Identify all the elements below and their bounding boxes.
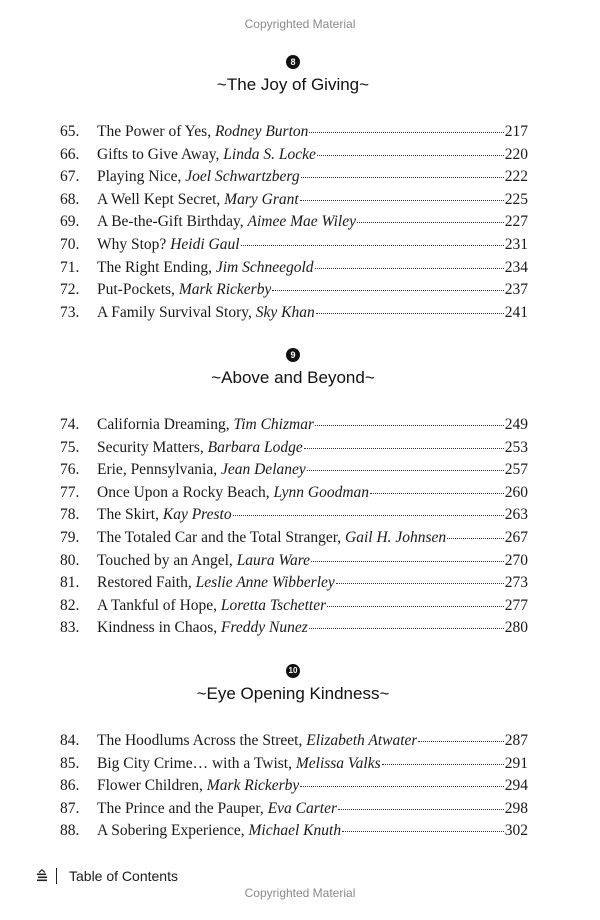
page-number: 227 <box>504 213 528 231</box>
page-number: 260 <box>504 483 528 501</box>
entry-title <box>97 798 337 820</box>
page-number: 287 <box>504 732 528 749</box>
story-title: Playing Nice, <box>97 168 182 186</box>
page-number: 234 <box>504 258 528 276</box>
toc-entry[interactable] <box>60 527 528 549</box>
dot-leader <box>338 809 504 810</box>
author-name: Michael Knuth <box>248 822 342 840</box>
toc-entry[interactable] <box>60 414 528 436</box>
toc-entry[interactable] <box>60 302 528 324</box>
footer-label: Table of Contents <box>69 868 178 884</box>
dot-leader <box>300 786 503 787</box>
story-title: The Right Ending, <box>97 258 212 276</box>
entry-title <box>97 572 335 594</box>
book-stack-icon <box>36 869 48 883</box>
entry-title <box>97 504 232 526</box>
entry-number: 76. <box>60 461 80 479</box>
toc-entry[interactable] <box>60 753 528 775</box>
entry-title <box>97 459 306 481</box>
page-number: 277 <box>504 596 528 614</box>
dot-leader <box>300 200 504 201</box>
story-title: The Hoodlums Across the Street, <box>97 732 303 749</box>
toc-entry[interactable] <box>60 279 528 301</box>
entry-number: 83. <box>60 619 80 637</box>
author-name: Freddy Nunez <box>221 619 308 637</box>
author-name: Joel Schwartzberg <box>185 168 300 186</box>
entry-number: 73. <box>60 303 80 321</box>
page-number: 217 <box>504 123 528 140</box>
dot-leader <box>241 245 504 246</box>
dot-leader <box>357 222 504 223</box>
entry-number: 69. <box>60 213 80 231</box>
story-title: Security Matters, <box>97 438 204 456</box>
author-name: Mary Grant <box>224 190 299 208</box>
entry-title <box>97 121 308 143</box>
entry-number: 72. <box>60 281 80 299</box>
author-name: Lynn Goodman <box>273 483 370 501</box>
story-title: The Prince and the Pauper, <box>97 799 264 817</box>
chapter-title: ~The Joy of Giving~ <box>216 75 370 94</box>
chapter-number-badge: 10 <box>286 664 300 678</box>
dot-leader <box>382 764 504 765</box>
chapter-number-badge: 8 <box>286 55 300 69</box>
entry-title <box>97 279 271 301</box>
author-name: Sky Khan <box>255 303 315 321</box>
story-title: The Skirt, <box>97 506 159 524</box>
dot-leader <box>311 561 504 562</box>
entry-title <box>97 550 310 572</box>
entry-title <box>97 482 369 504</box>
entry-title <box>97 617 308 639</box>
entry-number: 70. <box>60 236 80 253</box>
toc-entry[interactable] <box>60 234 528 256</box>
page-number: 302 <box>504 822 528 840</box>
dot-leader <box>309 628 504 629</box>
page-number: 222 <box>504 168 528 186</box>
entry-number: 88. <box>60 822 80 840</box>
story-title: Once Upon a Rocky Beach, <box>97 483 270 501</box>
author-name: Barbara Lodge <box>207 438 303 456</box>
dot-leader <box>317 155 504 156</box>
entry-number: 65. <box>60 123 80 140</box>
chapter-title: ~Eye Opening Kindness~ <box>196 684 390 703</box>
entry-title <box>97 189 299 211</box>
entry-title <box>97 166 300 188</box>
story-title: Flower Children, <box>97 777 203 795</box>
author-name: Mark Rickerby <box>206 777 300 795</box>
story-title: A Well Kept Secret, <box>97 190 221 208</box>
entry-title <box>97 302 315 324</box>
story-title: Restored Faith, <box>97 574 192 592</box>
toc-entry[interactable] <box>60 775 528 797</box>
entry-title <box>97 257 314 279</box>
entry-number: 75. <box>60 438 80 456</box>
author-name: Gail H. Johnsen <box>345 529 447 546</box>
toc-entry[interactable] <box>60 189 528 211</box>
dot-leader <box>301 177 504 178</box>
entry-number: 68. <box>60 190 80 208</box>
dot-leader <box>336 583 504 584</box>
chapter-number-badge: 9 <box>286 348 300 362</box>
chapter-title: ~Above and Beyond~ <box>211 368 375 387</box>
story-title: A Tankful of Hope, <box>97 596 218 614</box>
entry-title <box>97 527 446 549</box>
toc-entry[interactable] <box>60 482 528 504</box>
dot-leader <box>272 290 503 291</box>
story-title: A Family Survival Story, <box>97 303 252 321</box>
dot-leader <box>418 741 503 742</box>
author-name: Loretta Tschetter <box>220 596 327 614</box>
entry-number: 80. <box>60 551 80 569</box>
entry-title <box>97 595 326 617</box>
dot-leader <box>309 132 503 133</box>
entry-number: 74. <box>60 416 80 433</box>
author-name: Aimee Mae Wiley <box>247 213 356 231</box>
entry-number: 85. <box>60 754 80 772</box>
page-number: 270 <box>504 551 528 569</box>
entry-title <box>97 414 314 436</box>
entry-number: 84. <box>60 732 80 749</box>
toc-entry[interactable] <box>60 550 528 572</box>
entry-title <box>97 234 240 256</box>
dot-leader <box>304 448 504 449</box>
page-number: 298 <box>504 799 528 817</box>
page-number: 267 <box>504 529 528 546</box>
toc-entry[interactable] <box>60 211 528 233</box>
author-name: Linda S. Locke <box>223 145 316 163</box>
entry-number: 86. <box>60 777 80 795</box>
story-title: California Dreaming, <box>97 416 230 433</box>
author-name: Eva Carter <box>267 799 337 817</box>
story-title: Touched by an Angel, <box>97 551 233 569</box>
author-name: Elizabeth Atwater <box>306 732 418 749</box>
entry-number: 81. <box>60 574 80 592</box>
story-title: Kindness in Chaos, <box>97 619 218 637</box>
toc-entry[interactable] <box>60 144 528 166</box>
entry-number: 77. <box>60 483 80 501</box>
entry-number: 87. <box>60 799 80 817</box>
toc-entry[interactable] <box>60 572 528 594</box>
dot-leader <box>342 831 504 832</box>
dot-leader <box>370 493 504 494</box>
toc-entry[interactable] <box>60 820 528 842</box>
copyright-watermark-top: Copyrighted Material <box>244 17 356 31</box>
page-number: 241 <box>504 303 528 321</box>
author-name: Laura Ware <box>236 551 311 569</box>
story-title: Big City Crime… with a Twist, <box>97 754 292 772</box>
author-name: Mark Rickerby <box>178 281 272 299</box>
page-footer <box>36 866 178 886</box>
page-number: 263 <box>504 506 528 524</box>
page-number: 291 <box>504 754 528 772</box>
author-name: Leslie Anne Wibberley <box>195 574 335 592</box>
toc-entry[interactable] <box>60 257 528 279</box>
page-number: 237 <box>504 281 528 299</box>
entry-number: 82. <box>60 596 80 614</box>
author-name: Jean Delaney <box>220 461 306 479</box>
entry-number: 78. <box>60 506 80 524</box>
page-number: 294 <box>504 777 528 795</box>
entry-title <box>97 775 299 797</box>
entry-title <box>97 211 356 233</box>
page-number: 257 <box>504 461 528 479</box>
dot-leader <box>315 425 504 426</box>
story-title: A Sobering Experience, <box>97 822 245 840</box>
dot-leader <box>307 470 504 471</box>
entry-title <box>97 730 417 752</box>
dot-leader <box>315 268 504 269</box>
page-number: 225 <box>504 190 528 208</box>
author-name: Jim Schneegold <box>215 258 314 276</box>
dot-leader <box>327 606 504 607</box>
entry-title <box>97 753 381 775</box>
entry-number: 71. <box>60 258 80 276</box>
toc-entry[interactable] <box>60 437 528 459</box>
story-title: Erie, Pennsylvania, <box>97 461 218 479</box>
page-number: 253 <box>504 438 528 456</box>
toc-entry[interactable] <box>60 121 528 143</box>
copyright-watermark-bottom: Copyrighted Material <box>244 886 356 900</box>
dot-leader <box>316 313 504 314</box>
page-number: 220 <box>504 145 528 163</box>
author-name: Kay Presto <box>162 506 232 524</box>
story-title: The Totaled Car and the Total Stranger, <box>97 529 342 546</box>
story-title: Gifts to Give Away, <box>97 145 220 163</box>
story-title: Why Stop? <box>97 236 167 253</box>
page-number: 231 <box>504 236 528 253</box>
entry-title <box>97 144 316 166</box>
entry-number: 79. <box>60 529 80 546</box>
story-title: A Be-the-Gift Birthday, <box>97 213 244 231</box>
story-title: The Power of Yes, <box>97 123 212 140</box>
page-number: 280 <box>504 619 528 637</box>
toc-entry[interactable] <box>60 617 528 639</box>
story-title: Put-Pockets, <box>97 281 175 299</box>
entry-number: 66. <box>60 145 80 163</box>
page-number: 249 <box>504 416 528 433</box>
toc-entry[interactable] <box>60 504 528 526</box>
toc-entry[interactable] <box>60 595 528 617</box>
toc-entry[interactable] <box>60 798 528 820</box>
toc-entry[interactable] <box>60 459 528 481</box>
author-name: Tim Chizmar <box>233 416 314 433</box>
author-name: Melissa Valks <box>295 754 381 772</box>
dot-leader <box>447 538 504 539</box>
dot-leader <box>233 515 504 516</box>
footer-divider <box>56 868 57 884</box>
entry-title <box>97 437 303 459</box>
toc-entry[interactable] <box>60 166 528 188</box>
entry-number: 67. <box>60 168 80 186</box>
page-number: 273 <box>504 574 528 592</box>
author-name: Rodney Burton <box>214 123 309 140</box>
toc-entry[interactable] <box>60 730 528 752</box>
entry-title <box>97 820 341 842</box>
author-name: Heidi Gaul <box>170 236 240 253</box>
